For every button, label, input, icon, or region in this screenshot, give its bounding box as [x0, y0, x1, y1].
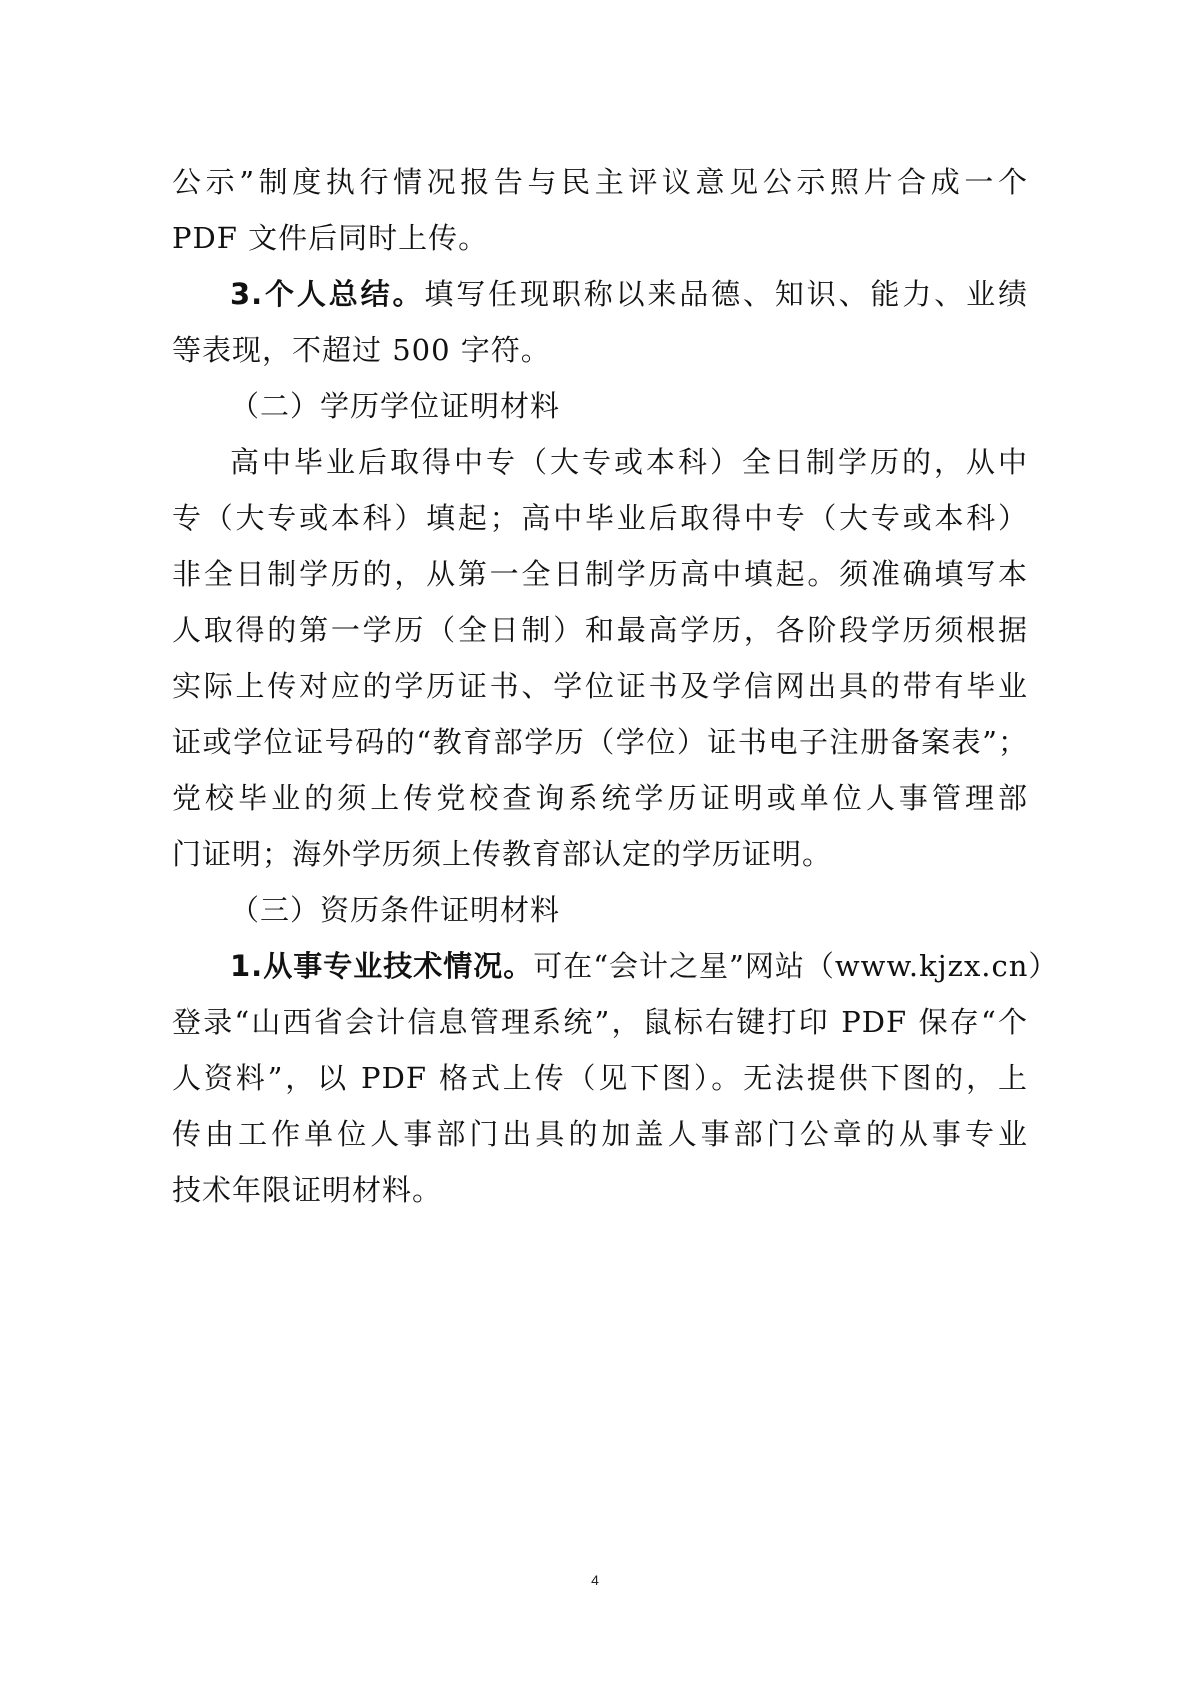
item-text: 可在“会计之星”网站（www.kjzx.cn） — [533, 949, 1059, 983]
paragraph-line: 人资料”，以 PDF 格式上传（见下图）。无法提供下图的，上 — [172, 1061, 1028, 1095]
paragraph-line: 传由工作单位人事部门出具的加盖人事部门公章的从事专业 — [172, 1117, 1028, 1151]
item-heading: 1.从事专业技术情况。 — [230, 949, 534, 983]
paragraph-line: 登录“山西省会计信息管理系统”，鼠标右键打印 PDF 保存“个 — [172, 1005, 1028, 1039]
paragraph-line: 门证明；海外学历须上传教育部认定的学历证明。 — [172, 837, 833, 871]
paragraph-line: 实际上传对应的学历证书、学位证书及学信网出具的带有毕业 — [172, 669, 1028, 703]
paragraph-line: 党校毕业的须上传党校查询系统学历证明或单位人事管理部 — [172, 781, 1028, 815]
paragraph-line: 技术年限证明材料。 — [172, 1173, 443, 1207]
paragraph-line — [172, 938, 1059, 994]
paragraph-line: 人取得的第一学历（全日制）和最高学历，各阶段学历须根据 — [172, 613, 1028, 647]
page-number: 4 — [591, 1572, 599, 1588]
section-heading: （三）资历条件证明材料 — [230, 893, 561, 927]
paragraph-line: 非全日制学历的，从第一全日制学历高中填起。须准确填写本 — [172, 557, 1028, 591]
paragraph-line: 等表现，不超过 500 字符。 — [172, 333, 551, 367]
paragraph-line: 专（大专或本科）填起；高中毕业后取得中专（大专或本科） — [172, 501, 1028, 535]
item-heading: 3.个人总结。 — [230, 277, 425, 311]
paragraph-line: PDF 文件后同时上传。 — [172, 221, 489, 255]
item-text: 填写任现职称以来品德、知识、能力、业绩 — [424, 277, 1028, 311]
document-body — [172, 154, 1059, 1218]
paragraph-line: 公示”制度执行情况报告与民主评议意见公示照片合成一个 — [172, 165, 1028, 199]
paragraph-line — [172, 266, 1028, 322]
paragraph-line: 证或学位证号码的“教育部学历（学位）证书电子注册备案表”； — [172, 725, 1028, 759]
section-heading: （二）学历学位证明材料 — [230, 389, 561, 423]
paragraph-line: 高中毕业后取得中专（大专或本科）全日制学历的，从中 — [230, 445, 1028, 479]
